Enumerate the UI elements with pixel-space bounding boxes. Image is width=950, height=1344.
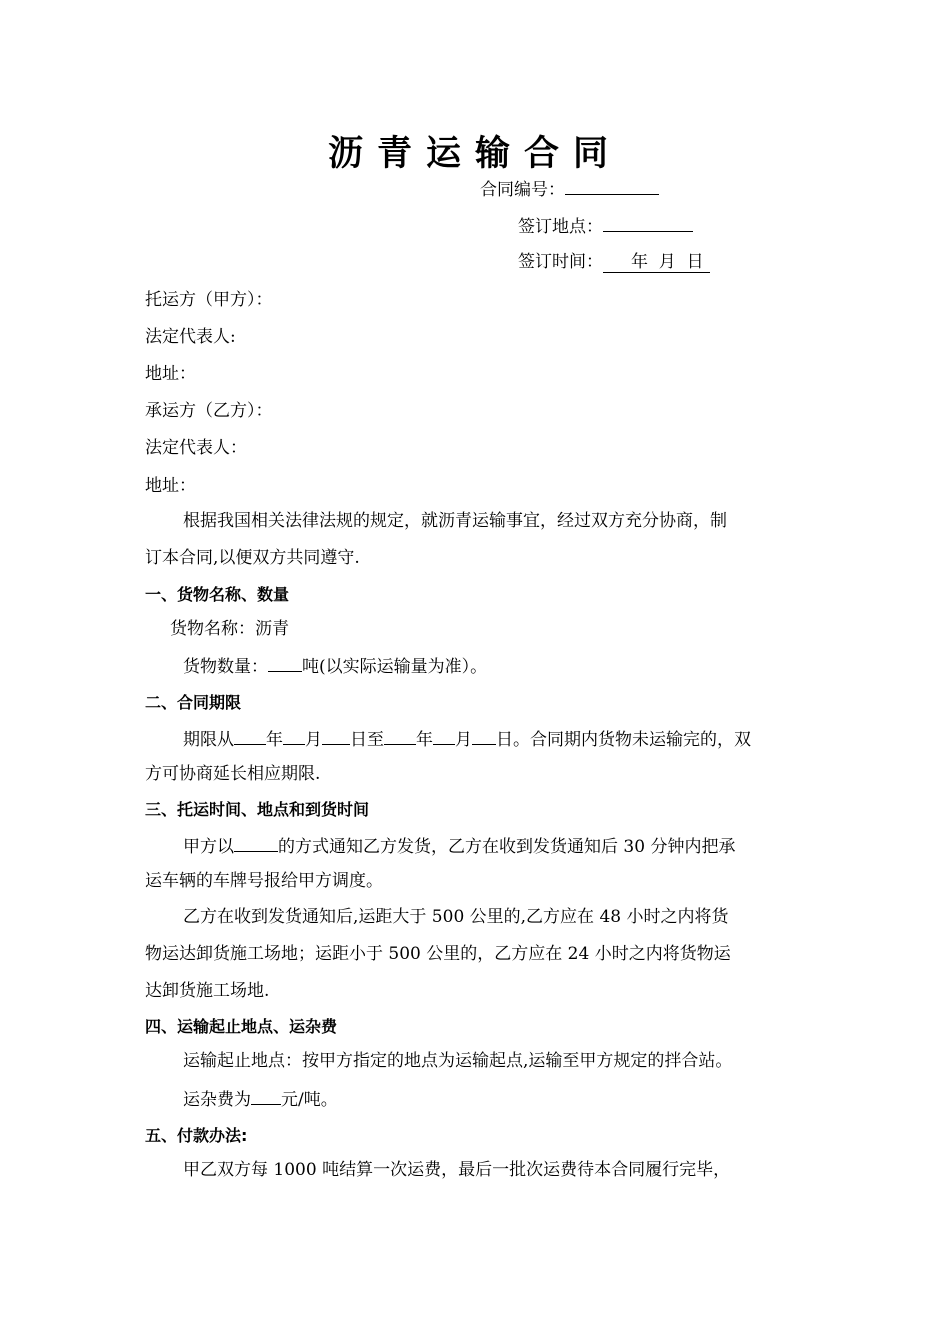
sign-place-label: 签订地点： bbox=[518, 217, 603, 237]
payment-line-1: 甲乙双方每 1000 吨结算一次运费，最后一批次运费待本合同履行完毕， bbox=[183, 1160, 731, 1180]
sign-place-line bbox=[518, 212, 693, 239]
goods-quantity-line bbox=[183, 652, 487, 679]
sign-time-value[interactable]: 年 月 日 bbox=[603, 252, 710, 273]
term-to-month-label: 月 bbox=[455, 730, 472, 750]
contract-number-line bbox=[480, 175, 659, 202]
goods-name-line: 货物名称：沥青 bbox=[170, 619, 289, 639]
term-to-month-blank[interactable] bbox=[433, 725, 455, 745]
sign-time-label: 签订时间： bbox=[518, 252, 603, 272]
section-1-heading: 一、货物名称、数量 bbox=[145, 585, 290, 604]
freight-line bbox=[183, 1085, 338, 1112]
notify-method-blank[interactable] bbox=[234, 832, 278, 852]
term-year-label: 年 bbox=[266, 730, 283, 750]
shipper-rep-line: 法定代表人: bbox=[145, 327, 236, 347]
goods-quantity-blank[interactable] bbox=[268, 652, 302, 672]
term-from-label: 期限从 bbox=[183, 730, 234, 750]
freight-label: 运杂费为 bbox=[183, 1090, 251, 1110]
notify-prefix: 甲方以 bbox=[183, 837, 234, 857]
term-from-year-blank[interactable] bbox=[234, 725, 266, 745]
sign-place-blank[interactable] bbox=[603, 212, 693, 232]
term-line-2: 方可协商延长相应期限. bbox=[145, 764, 321, 784]
intro-line-1: 根据我国相关法律法规的规定，就沥青运输事宜，经过双方充分协商，制 bbox=[183, 511, 727, 531]
sign-time-line bbox=[518, 250, 710, 274]
goods-quantity-unit: 吨(以实际运输量为准）。 bbox=[302, 657, 488, 677]
carrier-line: 承运方（乙方）： bbox=[145, 401, 273, 421]
intro-line-2: 订本合同,以便双方共同遵守. bbox=[145, 548, 360, 568]
delivery-line-3: 达卸货施工场地. bbox=[145, 981, 270, 1001]
shipper-line: 托运方（甲方）： bbox=[145, 290, 273, 310]
term-line-1 bbox=[183, 725, 751, 752]
freight-amount-blank[interactable] bbox=[251, 1085, 281, 1105]
term-to-day-blank[interactable] bbox=[472, 725, 496, 745]
shipper-address-line: 地址： bbox=[145, 364, 196, 384]
term-to-year-label: 年 bbox=[416, 730, 433, 750]
term-from-month-blank[interactable] bbox=[283, 725, 305, 745]
section-2-heading: 二、合同期限 bbox=[145, 693, 242, 712]
notify-suffix: 的方式通知乙方发货，乙方在收到发货通知后 30 分钟内把承 bbox=[278, 837, 736, 857]
term-month-label: 月 bbox=[305, 730, 322, 750]
route-line: 运输起止地点：按甲方指定的地点为运输起点,运输至甲方规定的拌合站。 bbox=[183, 1051, 733, 1071]
term-to-label: 日至 bbox=[350, 730, 384, 750]
delivery-line-1: 乙方在收到发货通知后,运距大于 500 公里的,乙方应在 48 小时之内将货 bbox=[183, 907, 729, 927]
contract-number-blank[interactable] bbox=[565, 175, 659, 195]
term-tail-text: 日。合同期内货物未运输完的，双 bbox=[496, 730, 751, 750]
contract-title: 沥青运输合同 bbox=[327, 134, 622, 174]
freight-unit: 元/吨。 bbox=[281, 1090, 338, 1110]
carrier-address-line: 地址： bbox=[145, 476, 196, 496]
contract-number-label: 合同编号： bbox=[480, 180, 565, 200]
delivery-line-2: 物运达卸货施工场地；运距小于 500 公里的，乙方应在 24 小时之内将货物运 bbox=[145, 944, 731, 964]
notify-line-1 bbox=[183, 832, 735, 859]
notify-line-2: 运车辆的车牌号报给甲方调度。 bbox=[145, 871, 383, 891]
term-to-year-blank[interactable] bbox=[384, 725, 416, 745]
term-from-day-blank[interactable] bbox=[322, 725, 350, 745]
section-4-heading: 四、运输起止地点、运杂费 bbox=[145, 1017, 338, 1036]
goods-quantity-label: 货物数量： bbox=[183, 657, 268, 677]
section-3-heading: 三、托运时间、地点和到货时间 bbox=[145, 800, 370, 819]
section-5-heading: 五、付款办法: bbox=[145, 1126, 248, 1145]
carrier-rep-line: 法定代表人： bbox=[145, 438, 247, 458]
